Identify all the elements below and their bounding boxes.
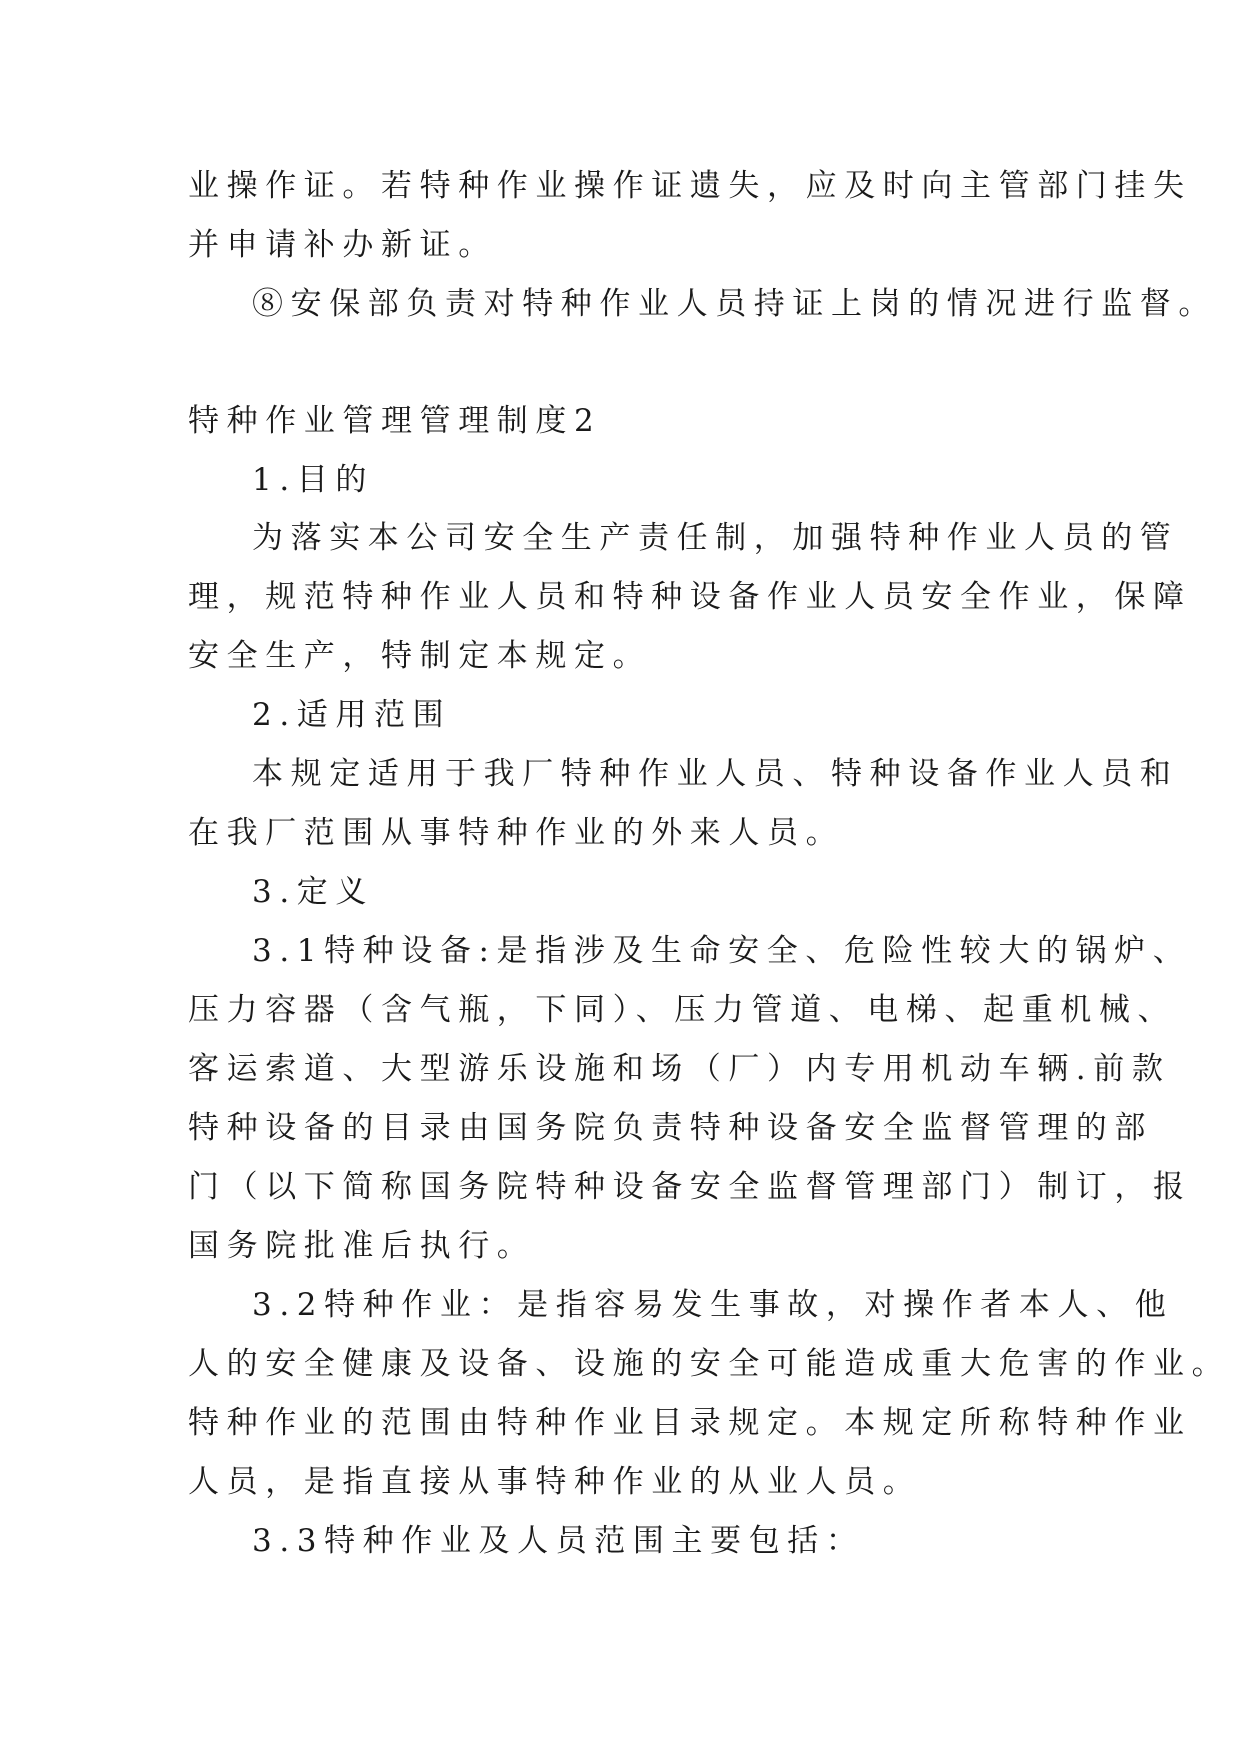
text-line: 在我厂范围从事特种作业的外来人员。 [188,815,845,851]
subheading: 2.适用范围 [252,697,452,733]
text-line: 特种作业的范围由特种作业目录规定。本规定所称特种作业 [188,1405,1192,1441]
text-line: 压力容器（含气瓶，下同）、压力管道、电梯、起重机械、 [188,992,1177,1028]
text-line: 人员，是指直接从事特种作业的从业人员。 [188,1464,922,1500]
text-line: 国务院批准后执行。 [188,1228,536,1264]
text-line: 本规定适用于我厂特种作业人员、特种设备作业人员和 [252,756,1179,792]
text-line: 特种设备的目录由国务院负责特种设备安全监督管理的部 [188,1110,1153,1146]
text-line: 并申请补办新证。 [188,227,497,263]
text-line: 3.2特种作业：是指容易发生事故，对操作者本人、他 [252,1287,1174,1323]
text-line: 客运索道、大型游乐设施和场（厂）内专用机动车辆.前款 [188,1051,1171,1087]
text-line: 门（以下简称国务院特种设备安全监督管理部门）制订，报 [188,1169,1192,1205]
text-line: ⑧安保部负责对特种作业人员持证上岗的情况进行监督。 [252,286,1217,322]
subheading: 1.目的 [252,462,374,498]
text-line: 3.1特种设备:是指涉及生命安全、危险性较大的锅炉、 [252,933,1192,969]
text-line: 为落实本公司安全生产责任制，加强特种作业人员的管 [252,520,1179,556]
text-line: 理，规范特种作业人员和特种设备作业人员安全作业，保障 [188,579,1192,615]
text-line: 人的安全健康及设备、设施的安全可能造成重大危害的作业。 [188,1346,1231,1382]
subheading: 3.定义 [252,874,374,910]
section-heading: 特种作业管理管理制度2 [188,403,602,439]
text-line: 业操作证。若特种作业操作证遗失，应及时向主管部门挂失 [188,168,1192,204]
text-line: 安全生产，特制定本规定。 [188,638,652,674]
text-line: 3.3特种作业及人员范围主要包括： [252,1523,865,1559]
